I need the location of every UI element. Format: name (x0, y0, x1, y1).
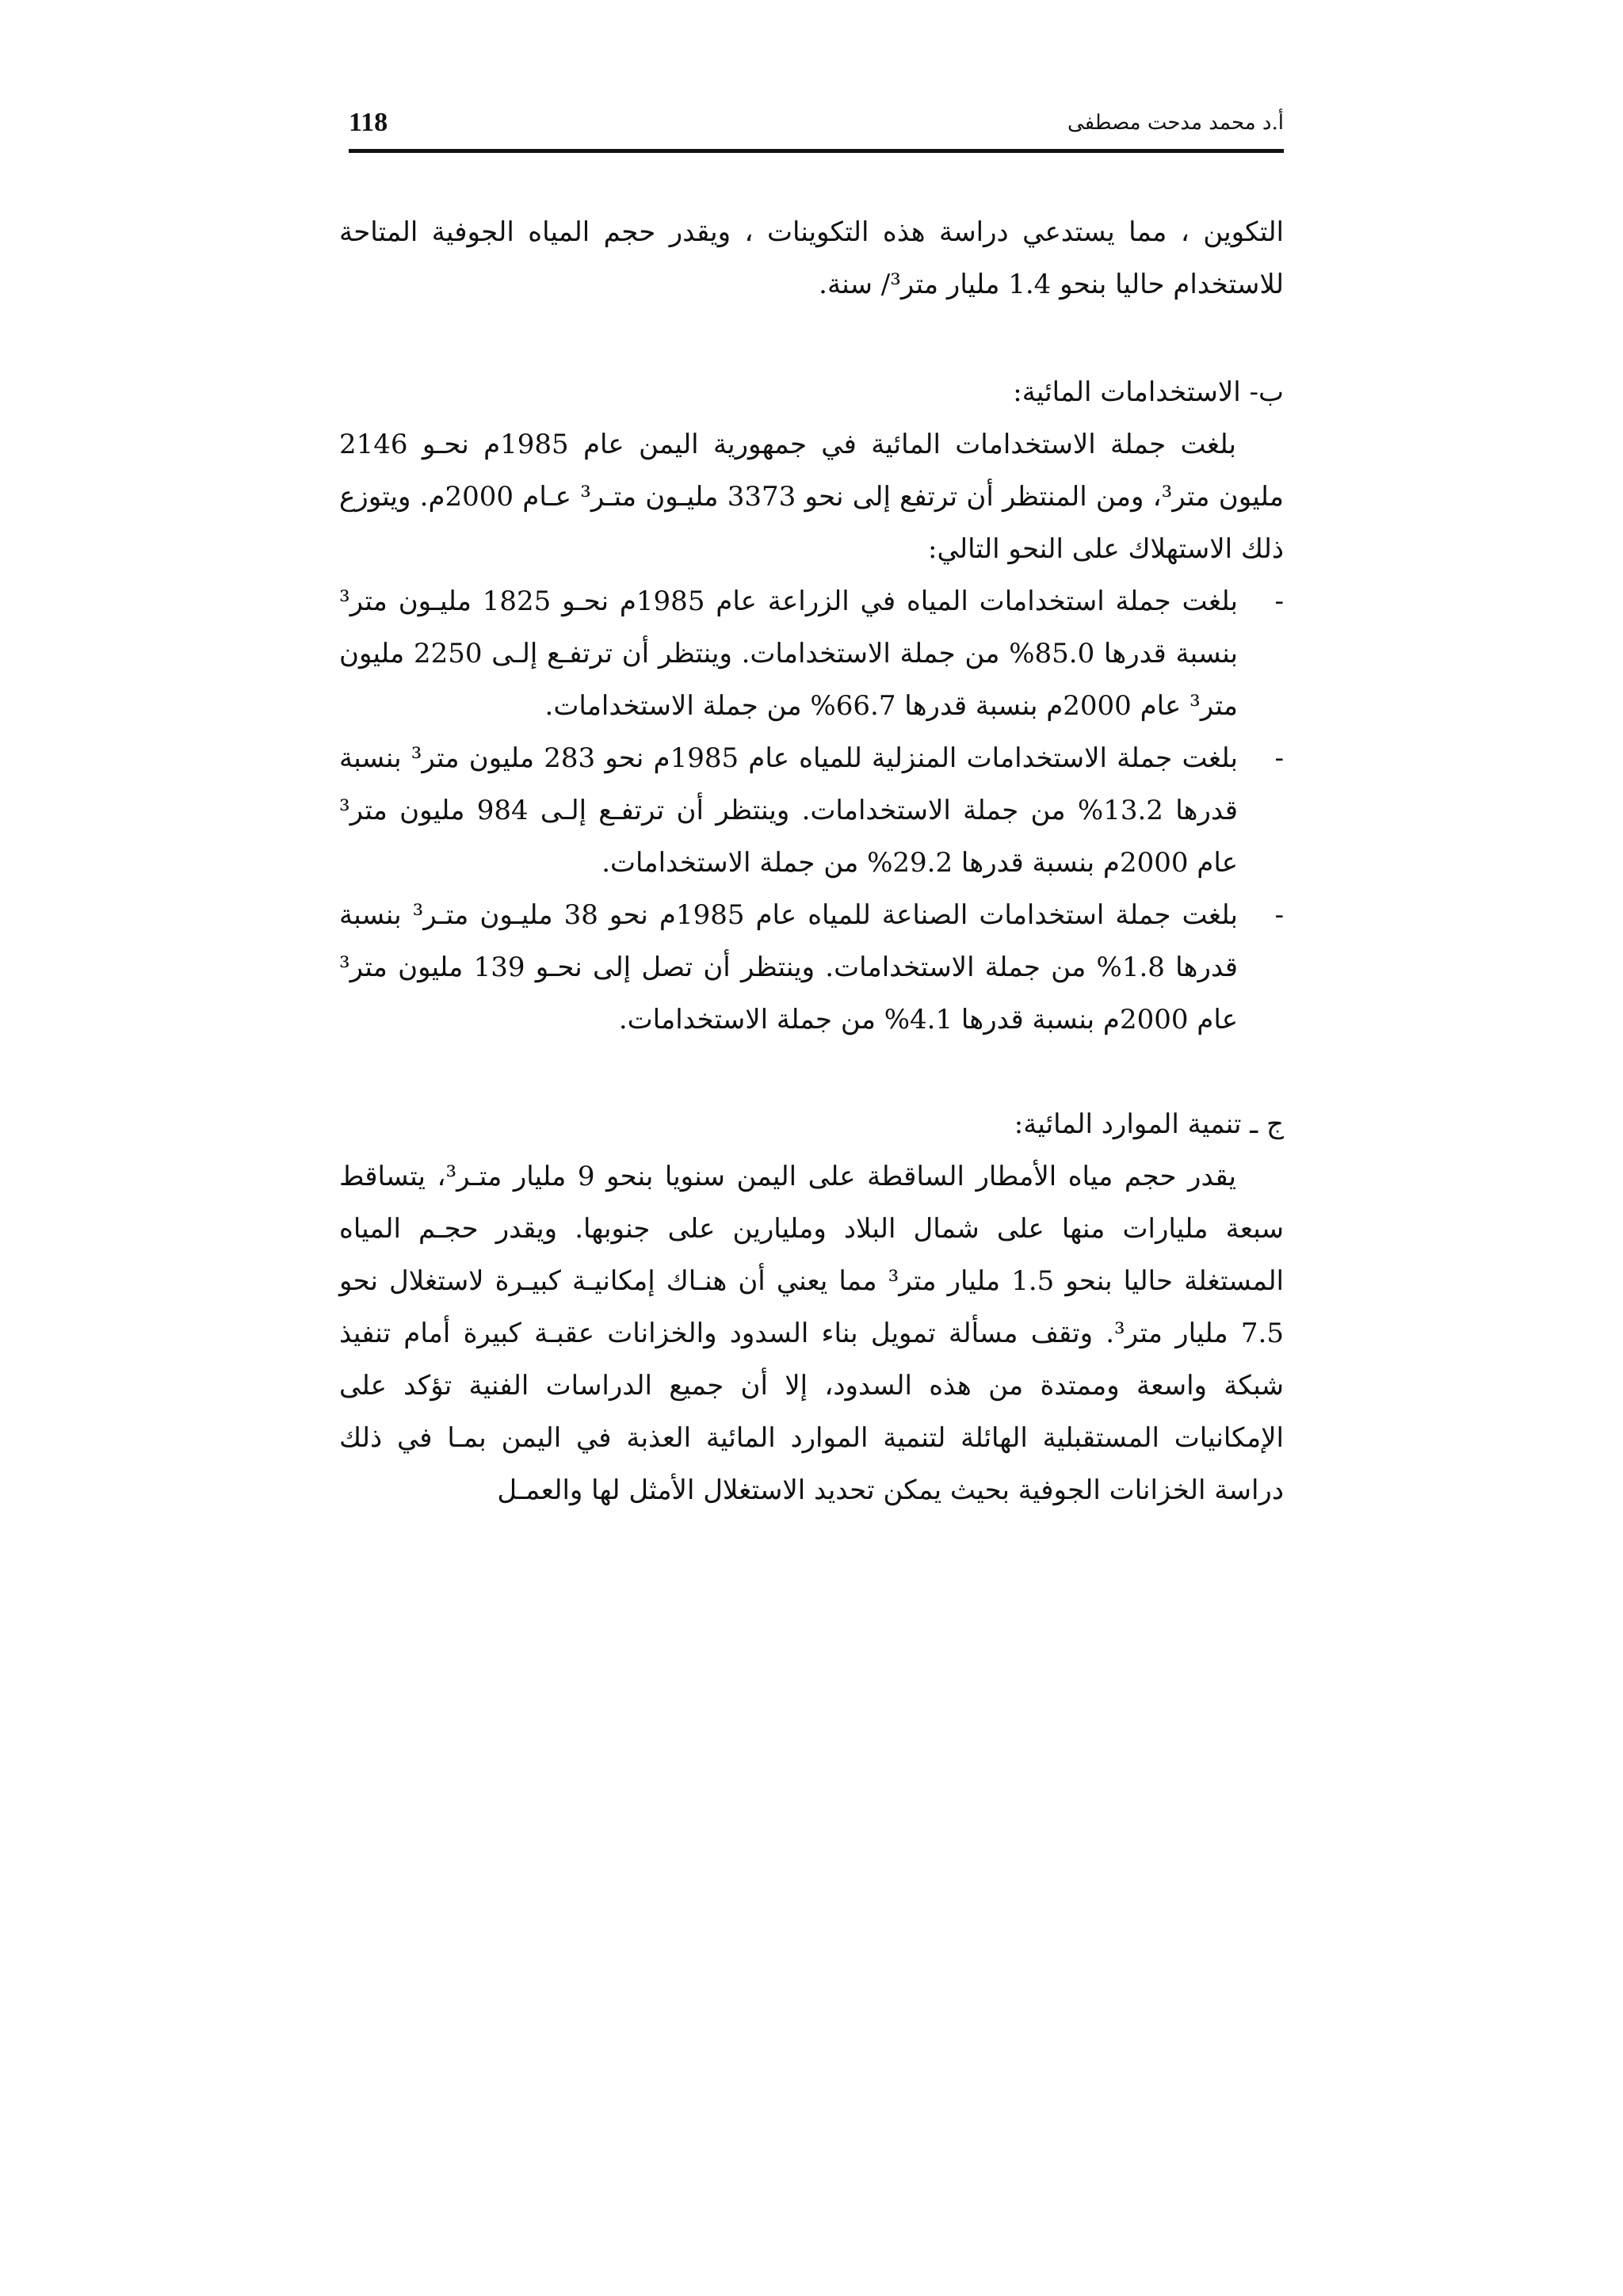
list-item-domestic: - بلغت جملة الاستخدامات المنزلية للمياه عام 1985م نحو 283 مليون متر³ بنسبة قدرها 13.2% من جملة الاستخدامات. وينتظر أن ترتفـع إلـى 984 مليون متر³ عام 2000م بنسبة قدرها 29.2% من جملة الاستخدامات. (339, 732, 1284, 889)
page-number: 118 (349, 108, 388, 137)
section-b-heading: ب- الاستخدامات المائية: (1013, 376, 1284, 408)
intro-paragraph: التكوين ، مما يستدعي دراسة هذه التكوينات ، ويقدر حجم المياه الجوفية المتاحة للاستخدام حاليا بنحو 1.4 مليار متر³/ سنة. (339, 216, 1284, 300)
running-head-author: أ.د محمد مدحت مصطفى (1067, 111, 1284, 135)
section-c-paragraph: يقدر حجم مياه الأمطار الساقطة على اليمن سنويا بنحو 9 مليار متـر³، يتساقط سبعة مليارات منها على شمال البلاد ومليارين على جنوبها. ويقدر حجـم المياه المستغلة حاليا بنحو 1.5 مليار متر³ مما يعني أن هنـاك إمكانيـة كبيـرة لاستغلال نحو 7.5 مليار متر³. وتقف مسألة تمويل بناء السدود والخزانات عقبـة كبيرة أمام تنفيذ شبكة واسعة وممتدة من هذه السدود، إلا أن جميع الدراسات الفنية تؤكد على الإمكانيات المستقبلية الهائلة لتنمية الموارد المائية العذبة في اليمن بمـا في ذلك دراسة الخزانات الجوفية بحيث يمكن تحديد الاستغلال الأمثل لها والعمـل (339, 1161, 1285, 1506)
list-item-agriculture: - بلغت جملة استخدامات المياه في الزراعة عام 1985م نحـو 1825 مليـون متر³ بنسبة قدرها 85.0% من جملة الاستخدامات. وينتظر أن ترتفـع إلـى 2250 مليون متر³ عام 2000م بنسبة قدرها 66.7% من جملة الاستخدامات. (339, 575, 1284, 732)
water-uses-list (339, 575, 1284, 1046)
page-header (349, 101, 1284, 153)
body-text (339, 206, 1284, 1516)
section-c-heading: ج ـ تنمية الموارد المائية: (1014, 1108, 1284, 1140)
section-b-paragraph: بلغت جملة الاستخدامات المائية في جمهورية اليمن عام 1985م نحـو 2146 مليون متر³، ومن المنتظر أن ترتفع إلى نحو 3373 مليـون متـر³ عـام 2000م. ويتوزع ذلك الاستهلاك على النحو التالي: (339, 429, 1285, 565)
list-item-industry: - بلغت جملة استخدامات الصناعة للمياه عام 1985م نحو 38 مليـون متـر³ بنسبة قدرها 1.8% من جملة الاستخدامات. وينتظر أن تصل إلى نحـو 139 مليون متر³ عام 2000م بنسبة قدرها 4.1% من جملة الاستخدامات. (339, 889, 1284, 1046)
